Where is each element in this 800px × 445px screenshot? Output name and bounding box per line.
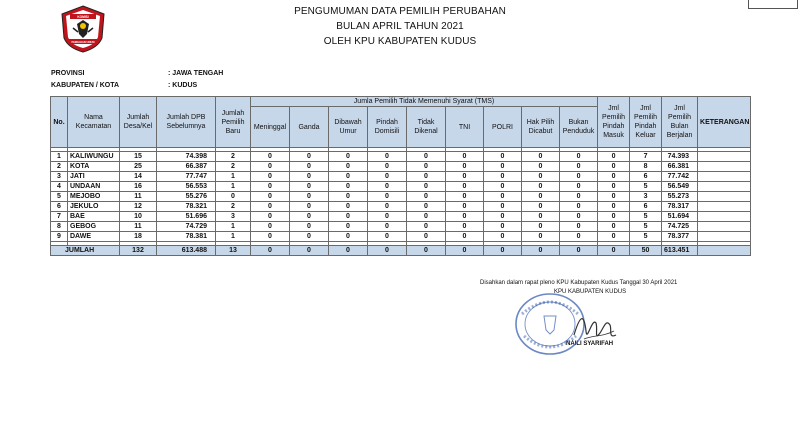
total-current: 613.451 — [662, 246, 698, 256]
row-underage: 0 — [329, 192, 368, 202]
row-no: 4 — [51, 182, 68, 192]
row-new: 0 — [216, 192, 251, 202]
header-dpb: Jumlah DPB Sebelumnya — [157, 97, 216, 148]
row-villages: 11 — [120, 192, 157, 202]
row-polri: 0 — [484, 212, 522, 222]
row-meninggal: 0 — [251, 202, 290, 212]
row-moved: 0 — [368, 162, 407, 172]
row-district: UNDAAN — [68, 182, 120, 192]
table-row — [51, 212, 751, 222]
row-meninggal: 0 — [251, 192, 290, 202]
row-current: 78.317 — [662, 202, 698, 212]
row-current: 56.549 — [662, 182, 698, 192]
row-villages: 11 — [120, 222, 157, 232]
row-moved: 0 — [368, 152, 407, 162]
header-no: No. — [51, 97, 68, 148]
row-dpb: 74.729 — [157, 222, 216, 232]
title-line-1: PENGUMUMAN DATA PEMILIH PERUBAHAN — [294, 6, 506, 17]
row-villages: 14 — [120, 172, 157, 182]
row-ganda: 0 — [290, 162, 329, 172]
row-no: 9 — [51, 232, 68, 242]
row-current: 55.273 — [662, 192, 698, 202]
row-revoked: 0 — [522, 152, 560, 162]
row-tni: 0 — [446, 222, 484, 232]
row-nonresident: 0 — [560, 212, 598, 222]
row-meninggal: 0 — [251, 162, 290, 172]
header-tms-unknown: Tidak Dikenal — [407, 107, 446, 148]
row-move-in: 0 — [598, 182, 630, 192]
row-polri: 0 — [484, 172, 522, 182]
row-nonresident: 0 — [560, 172, 598, 182]
row-ganda: 0 — [290, 232, 329, 242]
kpu-logo — [58, 4, 108, 54]
row-notes — [698, 202, 751, 212]
corner-frame — [748, 0, 798, 9]
row-villages: 16 — [120, 182, 157, 192]
handwritten-signature — [570, 305, 620, 350]
row-notes — [698, 192, 751, 202]
total-polri: 0 — [484, 246, 522, 256]
row-villages: 12 — [120, 202, 157, 212]
row-moved: 0 — [368, 232, 407, 242]
row-tni: 0 — [446, 192, 484, 202]
total-nonresident: 0 — [560, 246, 598, 256]
row-no: 1 — [51, 152, 68, 162]
row-villages: 18 — [120, 232, 157, 242]
row-no: 7 — [51, 212, 68, 222]
row-move-out: 8 — [630, 162, 662, 172]
row-move-in: 0 — [598, 192, 630, 202]
row-tni: 0 — [446, 202, 484, 212]
signature-block — [480, 279, 678, 347]
row-current: 78.377 — [662, 232, 698, 242]
row-tni: 0 — [446, 212, 484, 222]
header-tms-revoked: Hak Pilih Dicabut — [522, 107, 560, 148]
row-villages: 15 — [120, 152, 157, 162]
header-tms-underage: Dibawah Umur — [329, 107, 368, 148]
title-line-2: BULAN APRIL TAHUN 2021 — [336, 21, 464, 32]
row-polri: 0 — [484, 162, 522, 172]
row-ganda: 0 — [290, 152, 329, 162]
row-unknown: 0 — [407, 192, 446, 202]
total-tni: 0 — [446, 246, 484, 256]
row-moved: 0 — [368, 172, 407, 182]
row-current: 74.393 — [662, 152, 698, 162]
row-new: 1 — [216, 232, 251, 242]
row-ganda: 0 — [290, 202, 329, 212]
row-move-in: 0 — [598, 152, 630, 162]
row-unknown: 0 — [407, 202, 446, 212]
table-row — [51, 162, 751, 172]
row-move-out: 5 — [630, 182, 662, 192]
row-ganda: 0 — [290, 212, 329, 222]
row-polri: 0 — [484, 182, 522, 192]
row-polri: 0 — [484, 222, 522, 232]
row-no: 3 — [51, 172, 68, 182]
header-current: Jml Pemilih Bulan Berjalan — [662, 97, 698, 148]
row-revoked: 0 — [522, 192, 560, 202]
row-new: 2 — [216, 152, 251, 162]
row-villages: 25 — [120, 162, 157, 172]
document-title — [200, 4, 600, 49]
row-move-out: 6 — [630, 172, 662, 182]
total-row — [51, 246, 751, 256]
row-district: KOTA — [68, 162, 120, 172]
row-revoked: 0 — [522, 172, 560, 182]
row-current: 77.742 — [662, 172, 698, 182]
row-tni: 0 — [446, 152, 484, 162]
row-tni: 0 — [446, 182, 484, 192]
row-polri: 0 — [484, 202, 522, 212]
row-unknown: 0 — [407, 232, 446, 242]
row-nonresident: 0 — [560, 232, 598, 242]
regency-label: KABUPATEN / KOTA — [51, 82, 120, 89]
row-move-in: 0 — [598, 162, 630, 172]
row-moved: 0 — [368, 222, 407, 232]
total-notes — [698, 246, 751, 256]
row-dpb: 74.398 — [157, 152, 216, 162]
row-moved: 0 — [368, 182, 407, 192]
row-ganda: 0 — [290, 172, 329, 182]
total-dpb: 613.488 — [157, 246, 216, 256]
total-underage: 0 — [329, 246, 368, 256]
row-underage: 0 — [329, 222, 368, 232]
total-revoked: 0 — [522, 246, 560, 256]
total-meninggal: 0 — [251, 246, 290, 256]
row-notes — [698, 222, 751, 232]
row-no: 2 — [51, 162, 68, 172]
row-unknown: 0 — [407, 182, 446, 192]
row-new: 2 — [216, 202, 251, 212]
total-unknown: 0 — [407, 246, 446, 256]
header-tms-nonresident: Bukan Penduduk — [560, 107, 598, 148]
header-new-voters: Jumlah Pemilih Baru — [216, 97, 251, 148]
total-villages: 132 — [120, 246, 157, 256]
row-unknown: 0 — [407, 212, 446, 222]
row-moved: 0 — [368, 212, 407, 222]
row-underage: 0 — [329, 172, 368, 182]
row-district: KALIWUNGU — [68, 152, 120, 162]
table-body — [51, 148, 751, 242]
row-move-in: 0 — [598, 222, 630, 232]
row-move-in: 0 — [598, 172, 630, 182]
row-notes — [698, 212, 751, 222]
row-district: JATI — [68, 172, 120, 182]
row-meninggal: 0 — [251, 232, 290, 242]
row-move-out: 3 — [630, 192, 662, 202]
row-meninggal: 0 — [251, 212, 290, 222]
row-move-in: 0 — [598, 202, 630, 212]
row-revoked: 0 — [522, 182, 560, 192]
row-tni: 0 — [446, 172, 484, 182]
row-nonresident: 0 — [560, 222, 598, 232]
row-revoked: 0 — [522, 202, 560, 212]
table-row — [51, 232, 751, 242]
row-move-out: 7 — [630, 152, 662, 162]
row-dpb: 66.387 — [157, 162, 216, 172]
table-row — [51, 152, 751, 162]
row-current: 66.381 — [662, 162, 698, 172]
row-move-out: 5 — [630, 222, 662, 232]
row-nonresident: 0 — [560, 162, 598, 172]
total-moved: 0 — [368, 246, 407, 256]
header-tms-ganda: Ganda — [290, 107, 329, 148]
row-polri: 0 — [484, 232, 522, 242]
header-move-in: Jml Pemilih Pindah Masuk — [598, 97, 630, 148]
row-moved: 0 — [368, 202, 407, 212]
row-current: 74.725 — [662, 222, 698, 232]
row-nonresident: 0 — [560, 202, 598, 212]
row-tni: 0 — [446, 162, 484, 172]
row-ganda: 0 — [290, 192, 329, 202]
row-underage: 0 — [329, 182, 368, 192]
header-move-out: Jml Pemilih Pindah Keluar — [630, 97, 662, 148]
row-polri: 0 — [484, 192, 522, 202]
row-district: MEJOBO — [68, 192, 120, 202]
row-revoked: 0 — [522, 212, 560, 222]
row-revoked: 0 — [522, 232, 560, 242]
row-no: 8 — [51, 222, 68, 232]
row-underage: 0 — [329, 212, 368, 222]
row-underage: 0 — [329, 202, 368, 212]
row-move-out: 5 — [630, 232, 662, 242]
table-row — [51, 172, 751, 182]
row-dpb: 78.381 — [157, 232, 216, 242]
row-current: 51.694 — [662, 212, 698, 222]
logo-text-top: KOMISI — [77, 15, 89, 19]
row-revoked: 0 — [522, 222, 560, 232]
row-new: 1 — [216, 222, 251, 232]
total-move-out: 50 — [630, 246, 662, 256]
total-ganda: 0 — [290, 246, 329, 256]
row-meninggal: 0 — [251, 222, 290, 232]
row-unknown: 0 — [407, 162, 446, 172]
header-villages: Jumlah Desa/Kel — [120, 97, 157, 148]
row-meninggal: 0 — [251, 172, 290, 182]
row-meninggal: 0 — [251, 182, 290, 192]
header-tms-group: Jumla Pemilih Tidak Memenuhi Syarat (TMS) — [251, 97, 598, 107]
row-dpb: 56.553 — [157, 182, 216, 192]
header-tms-polri: POLRI — [484, 107, 522, 148]
document-meta — [51, 68, 223, 92]
row-underage: 0 — [329, 232, 368, 242]
row-ganda: 0 — [290, 222, 329, 232]
row-notes — [698, 232, 751, 242]
header-tms-moved: Pindah Domisili — [368, 107, 407, 148]
row-move-out: 5 — [630, 212, 662, 222]
title-line-3: OLEH KPU KABUPATEN KUDUS — [323, 36, 477, 47]
province-value: : JAWA TENGAH — [168, 70, 224, 77]
row-move-in: 0 — [598, 232, 630, 242]
table-row — [51, 222, 751, 232]
province-label: PROVINSI — [51, 70, 85, 77]
row-dpb: 51.696 — [157, 212, 216, 222]
signature-org: KPU KABUPATEN KUDUS — [554, 289, 627, 295]
row-tni: 0 — [446, 232, 484, 242]
row-district: BAE — [68, 212, 120, 222]
row-move-out: 6 — [630, 202, 662, 212]
logo-text-bottom: PEMILIHAN UMUM — [71, 41, 95, 44]
row-ganda: 0 — [290, 182, 329, 192]
row-new: 1 — [216, 182, 251, 192]
regency-value: : KUDUS — [168, 82, 198, 89]
row-nonresident: 0 — [560, 152, 598, 162]
voter-data-table — [50, 96, 751, 256]
row-no: 6 — [51, 202, 68, 212]
row-unknown: 0 — [407, 222, 446, 232]
total-move-in: 0 — [598, 246, 630, 256]
row-district: DAWE — [68, 232, 120, 242]
row-underage: 0 — [329, 162, 368, 172]
signatory-name: NAILI SYARIFAH — [566, 341, 614, 347]
row-dpb: 78.321 — [157, 202, 216, 212]
row-nonresident: 0 — [560, 182, 598, 192]
row-dpb: 77.747 — [157, 172, 216, 182]
row-new: 2 — [216, 162, 251, 172]
row-notes — [698, 152, 751, 162]
row-polri: 0 — [484, 152, 522, 162]
row-meninggal: 0 — [251, 152, 290, 162]
row-district: JEKULO — [68, 202, 120, 212]
row-new: 1 — [216, 172, 251, 182]
row-villages: 10 — [120, 212, 157, 222]
row-unknown: 0 — [407, 152, 446, 162]
table-row — [51, 182, 751, 192]
header-tms-meninggal: Meninggal — [251, 107, 290, 148]
row-no: 5 — [51, 192, 68, 202]
row-notes — [698, 182, 751, 192]
row-move-in: 0 — [598, 212, 630, 222]
row-unknown: 0 — [407, 172, 446, 182]
row-dpb: 55.276 — [157, 192, 216, 202]
row-notes — [698, 162, 751, 172]
row-underage: 0 — [329, 152, 368, 162]
row-revoked: 0 — [522, 162, 560, 172]
row-new: 3 — [216, 212, 251, 222]
ratification-statement: Disahkan dalam rapat pleno KPU Kabupaten Kudus Tanggal 30 April 2021 — [480, 280, 678, 286]
header-district: Nama Kecamatan — [68, 97, 120, 148]
row-nonresident: 0 — [560, 192, 598, 202]
row-district: GEBOG — [68, 222, 120, 232]
table-row — [51, 192, 751, 202]
header-tms-tni: TNI — [446, 107, 484, 148]
total-new: 13 — [216, 246, 251, 256]
row-notes — [698, 172, 751, 182]
header-notes: KETERANGAN — [698, 97, 751, 148]
row-moved: 0 — [368, 192, 407, 202]
total-label: JUMLAH — [51, 246, 120, 256]
table-row — [51, 202, 751, 212]
